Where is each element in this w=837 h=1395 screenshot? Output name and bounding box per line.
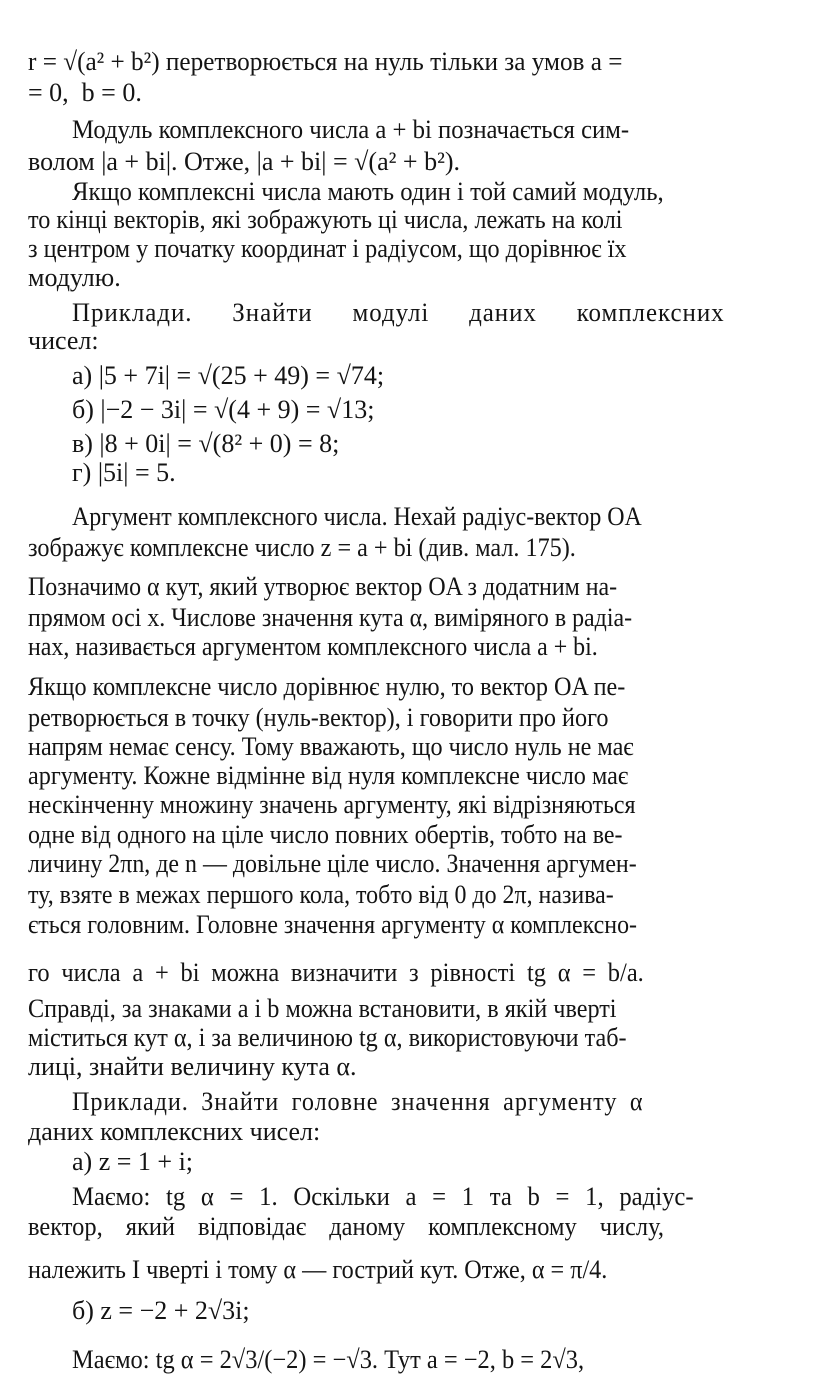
text-line: напрям немає сенсу. Тому вважають, що число нуль не має: [28, 732, 634, 761]
text-line: одне від одного на ціле число повних обертів, тобто на ве-: [28, 820, 623, 849]
text-line: прямом осі x. Числове значення кута α, виміряного в радіа-: [28, 603, 633, 632]
text-line: нескінченну множину значень аргументу, які відрізняються: [28, 790, 636, 819]
formula-line: г) |5i| = 5.: [72, 458, 176, 487]
text-line: = 0, b = 0.: [28, 78, 142, 107]
formula-line: б) |−2 − 3i| = √(4 + 9) = √13;: [72, 395, 375, 424]
text-line: даних комплексних чисел:: [28, 1117, 321, 1146]
text-line: належить I чверті і тому α — гострий кут. Отже, α = π/4.: [28, 1255, 608, 1284]
text-line: Приклади. Знайти модулі даних комплексних: [72, 298, 725, 327]
formula-line: а) |5 + 7i| = √(25 + 49) = √74;: [72, 361, 385, 390]
text-line: з центром у початку координат і радіусом, що дорівнює їх: [28, 234, 627, 263]
text-line: Якщо комплексні числа мають один і той самий модуль,: [72, 177, 664, 206]
text-line: нах, називається аргументом комплексного числа a + bi.: [28, 632, 598, 661]
text-line: ється головним. Головне значення аргументу α комплексно-: [28, 910, 638, 939]
text-line: го числа a + bi можна визначити з рівності tg α = b/a.: [28, 958, 644, 987]
text-line: Маємо: tg α = 1. Оскільки a = 1 та b = 1, радіус-: [72, 1182, 694, 1211]
text-line: Модуль комплексного числа a + bi позначається сим-: [72, 115, 630, 144]
text-line: то кінці векторів, які зображують ці числа, лежать на колі: [28, 205, 623, 234]
text-line: Справді, за знаками a і b можна встановити, в якій чверті: [28, 994, 617, 1023]
text-line: ту, взяте в межах першого кола, тобто від 0 до 2π, назива-: [28, 880, 614, 909]
formula-line: Маємо: tg α = 2√3/(−2) = −√3. Тут a = −2, b = 2√3,: [72, 1345, 585, 1374]
formula-line: б) z = −2 + 2√3i;: [72, 1296, 250, 1325]
text-line: міститься кут α, і за величиною tg α, використовуючи таб-: [28, 1023, 627, 1052]
formula-line: а) z = 1 + i;: [72, 1147, 194, 1176]
text-line: аргументу. Кожне відмінне від нуля комплексне число має: [28, 761, 629, 790]
text-line: r = √(a² + b²) перетворюється на нуль тільки за умов a =: [28, 47, 623, 76]
text-line: Приклади. Знайти головне значення аргументу α: [72, 1087, 644, 1116]
text-line: Якщо комплексне число дорівнює нулю, то вектор OA пе-: [28, 672, 626, 701]
formula-line: в) |8 + 0i| = √(8² + 0) = 8;: [72, 429, 340, 458]
text-line: зображує комплексне число z = a + bi (див. мал. 175).: [28, 533, 576, 562]
text-line: вектор, який відповідає даному комплексному числу,: [28, 1212, 665, 1241]
text-line: Позначимо α кут, який утворює вектор OA з додатним на-: [28, 572, 618, 601]
text-line: лиці, знайти величину кута α.: [28, 1052, 357, 1081]
text-line: модулю.: [28, 263, 121, 292]
text-line: чисел:: [28, 326, 99, 355]
text-line: ретворюється в точку (нуль-вектор), і говорити про його: [28, 703, 609, 732]
section-heading-line: Аргумент комплексного числа. Нехай радіус-вектор OA: [72, 502, 642, 531]
text-line: волом |a + bi|. Отже, |a + bi| = √(a² + b²).: [28, 147, 461, 176]
text-line: личину 2πn, де n — довільне ціле число. Значення аргумен-: [28, 849, 637, 878]
